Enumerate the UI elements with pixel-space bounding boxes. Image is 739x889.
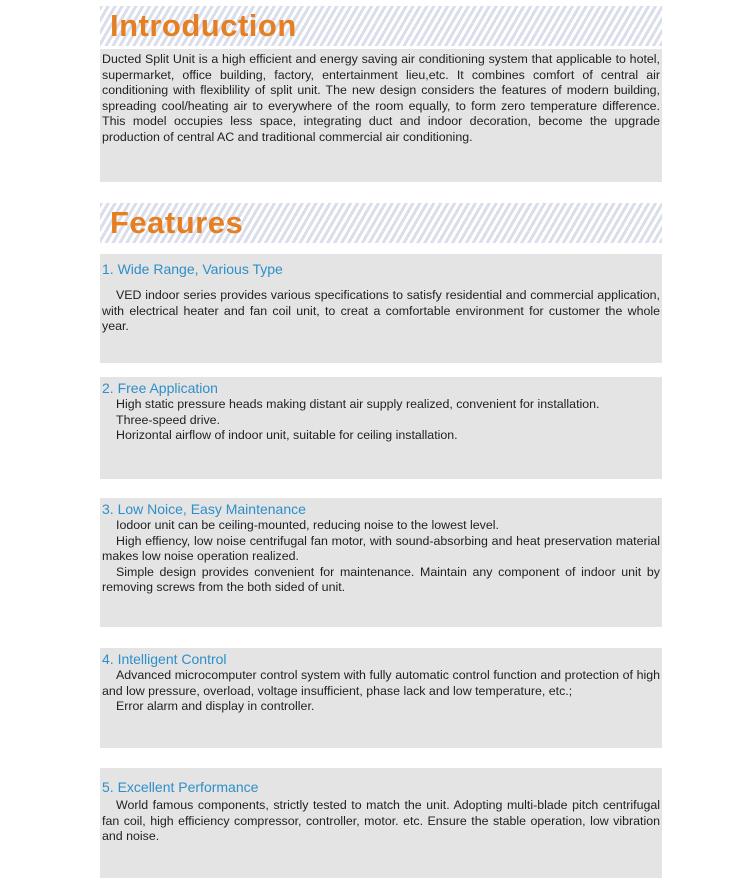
feature-panel-1 — [100, 254, 662, 363]
feature-heading-5: 5. Excellent Performance — [102, 779, 259, 795]
introduction-text: Ducted Split Unit is a high efficient and energy saving air conditioning system that applicable to hotel, supermarket, office building, factory, entertainment lieu,etc. It combines comfort of central air conditioning with flexiblility of split unit. The new design considers the features of modern building, spreading cool/heating air to everywhere of the room equally, to form zero temperature difference. This model occupies less space, integrating duct and indoor decoration, become the upgrade production of central AC and traditional commercial air conditioning. — [102, 52, 660, 144]
feature-panel-4 — [100, 648, 662, 748]
feature-paragraph: World famous components, strictly tested to match the unit. Adopting multi-blade pitch centrifugal fan coil, high efficiency compressor, controller, motor. etc. Ensure the stable operation, low vibration and noise. — [102, 798, 660, 843]
feature-heading-3: 3. Low Noice, Easy Maintenance — [102, 501, 306, 517]
feature-panel-2 — [100, 377, 662, 479]
feature-paragraph: Three-speed drive. — [116, 412, 220, 427]
feature-panel-5 — [100, 768, 662, 878]
feature-paragraph: High static pressure heads making distant air supply realized, convenient for installation. — [116, 397, 600, 411]
introduction-banner — [100, 6, 662, 46]
introduction-title: Introduction — [110, 8, 297, 43]
introduction-panel — [100, 49, 662, 182]
features-banner — [100, 203, 662, 243]
feature-paragraph: Iodoor unit can be ceiling-mounted, reducing noise to the lowest level. — [116, 518, 499, 532]
feature-paragraph: High effiency, low noise centrifugal fan motor, with sound-absorbing and heat preservation material makes low noise operation realized. — [102, 533, 660, 563]
feature-heading-4: 4. Intelligent Control — [102, 651, 227, 667]
feature-panel-3 — [100, 498, 662, 627]
feature-paragraph: Horizontal airflow of indoor unit, suitable for ceiling installation. — [116, 428, 458, 442]
feature-paragraph: Advanced microcomputer control system with fully automatic control function and protection of high and low pressure, overload, voltage insufficient, phase lack and low temperature, etc.; — [102, 668, 660, 698]
feature-paragraph: Error alarm and display in controller. — [116, 699, 315, 713]
feature-paragraph: VED indoor series provides various specifications to satisfy residential and commercial application, with electrical heater and fan coil unit, to creat a comfortable environment for customer the whole year. — [102, 288, 660, 333]
feature-heading-1: 1. Wide Range, Various Type — [102, 261, 283, 277]
features-title: Features — [110, 205, 244, 240]
feature-heading-2: 2. Free Application — [102, 380, 218, 396]
feature-paragraph: Simple design provides convenient for maintenance. Maintain any component of indoor unit by removing screws from the both sided of unit. — [102, 564, 660, 594]
